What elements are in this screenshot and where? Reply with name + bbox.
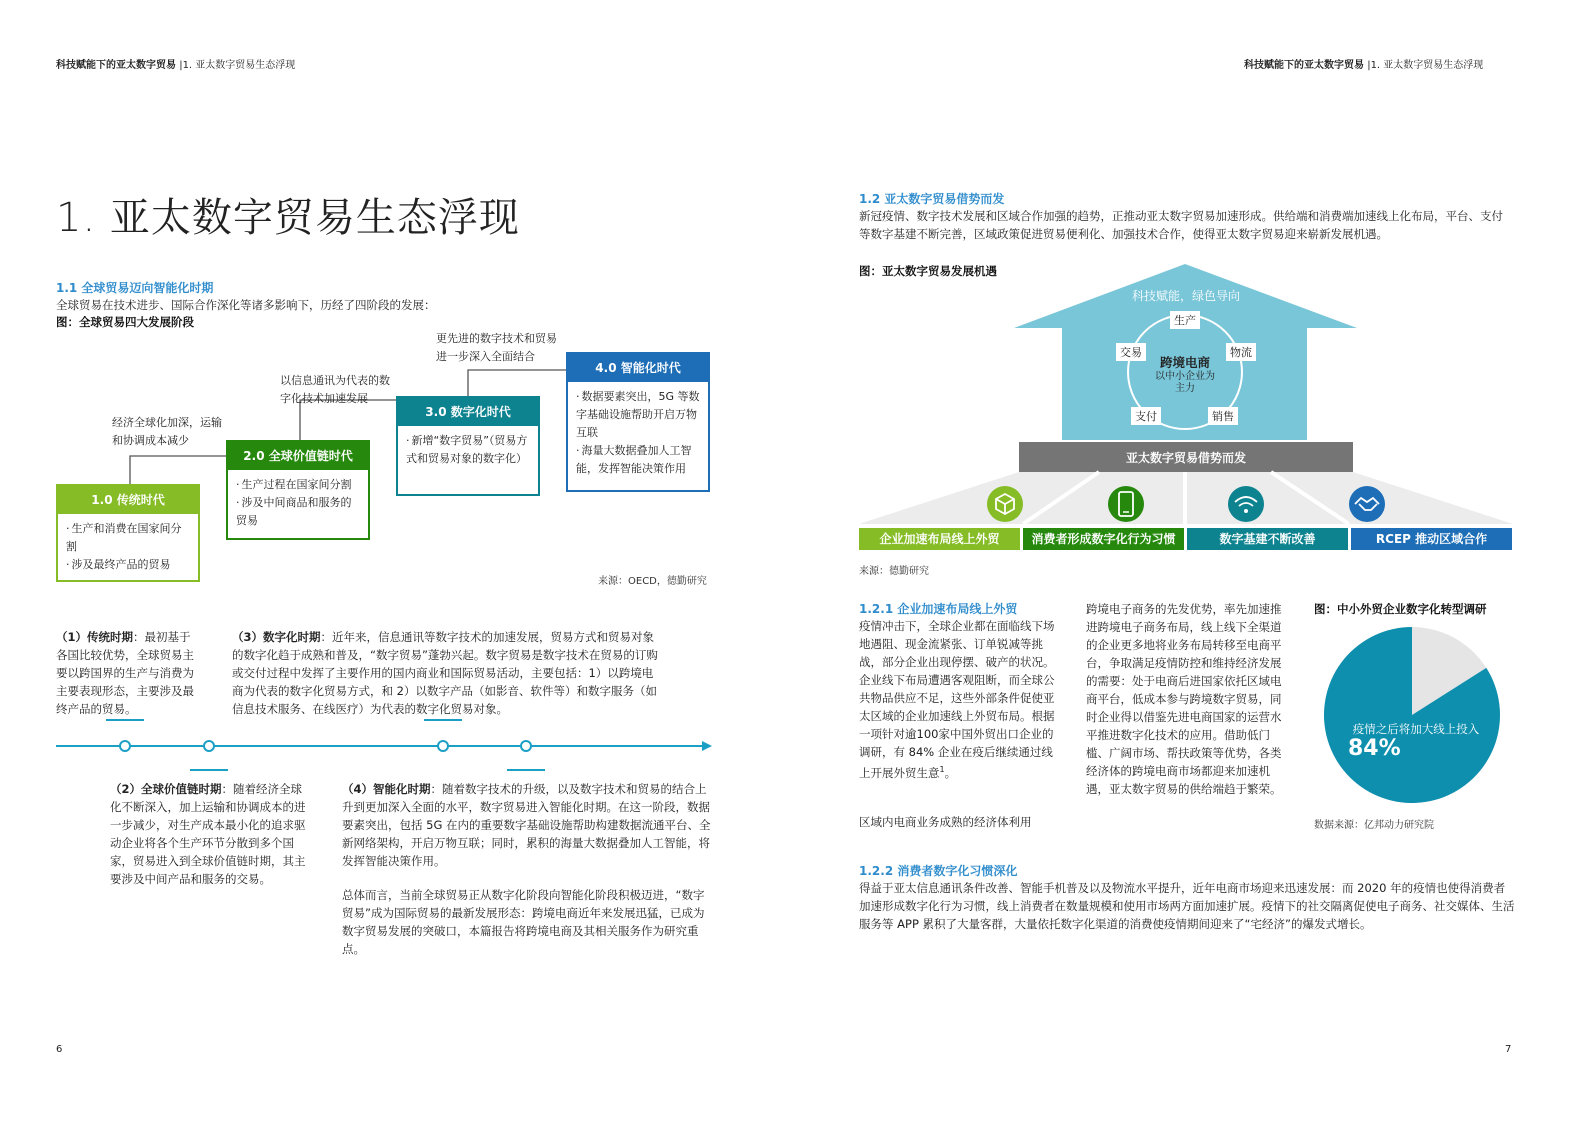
stage-2-title: 2.0 全球价值链时代	[228, 442, 368, 470]
house-node: 物流	[1226, 343, 1256, 361]
figure-2-source: 来源：德勤研究	[859, 566, 929, 577]
period-3-text	[232, 628, 660, 718]
running-header-right	[1244, 56, 1483, 71]
period-4-body: ：随着数字技术的升级，以及数字技术和贸易的结合上升到更加深入全面的水平，数字贸易进入智能化时期。在这一阶段，数据要素突出，包括 5G 在内的重要数字基础设施帮助构建数据流通平台、全新网络架构，开启万物互联；同时，累积的海量大数据叠加人工智能，将发挥智能决策作用。	[342, 782, 711, 868]
section-1-2-1-col1-text: 疫情冲击下，全球企业都在面临线下场地遇阻、现金流紧张、订单锐减等挑战，部分企业出现停摆、破产的状况。企业线下布局遭遇客观阻断，而全球公共物品供应不足，这些外部条件促使亚太区域的企业加速线上外贸布局。根据一项针对逾100家中国外贸出口企业的调研，有 84% 企业在疫后继续通过线上开展外贸生意	[859, 619, 1055, 780]
stage-3-item: · 新增“数字贸易”（贸易方式和贸易对象的数字化）	[406, 432, 530, 468]
pie-label: 疫情之后将加大线上投入	[1352, 722, 1480, 736]
period-3-head: （3）数字化时期	[232, 630, 321, 644]
handshake-icon	[1349, 486, 1385, 522]
house-diagram	[859, 262, 1513, 552]
period-2-head: （2）全球价值链时期	[110, 782, 222, 796]
pillar-label-4: RCEP 推动区域合作	[1351, 528, 1512, 550]
house-center-sub: 以中小企业为主力	[1155, 371, 1215, 394]
summary-text: 总体而言，当前全球贸易正从数字化阶段向智能化阶段积极迈进，“数字贸易”成为国际贸易的最新发展形态：跨境电商近年来发展迅猛，已成为数字贸易发展的突破口，本篇报告将跨境电商及其相关服务作为研究重点。	[342, 888, 705, 956]
period-2-text	[110, 780, 312, 888]
period-3-body: ：近年来，信息通讯等数字技术的加速发展，贸易方式和贸易对象的数字化趋于成熟和普及，“数字贸易”蓬勃兴起。数字贸易是数字技术在贸易的订购或交付过程中发挥了主要作用的国内商业和国际贸易活动，主要包括：1）以跨境电商为代表的数字化贸易方式，和 2）以数字产品（如影音、软件等）和数字服务（如信息技术服务、在线医疗）为代表的数字化贸易对象。	[232, 630, 658, 716]
stage-1-item: · 涉及最终产品的贸易	[66, 556, 190, 574]
stage-2-box	[226, 440, 370, 540]
house-center-title: 跨境电商	[1159, 355, 1210, 370]
period-1-head: （1）传统时期	[56, 630, 134, 644]
house-node: 支付	[1131, 407, 1161, 425]
transition-label-3: 更先进的数字技术和贸易进一步深入全面结合	[436, 332, 557, 363]
period-4-text	[342, 780, 712, 870]
pie-source: 数据来源：亿邦动力研究院	[1314, 820, 1434, 831]
stage-2-item: · 生产过程在国家间分割	[236, 476, 360, 494]
timeline-arrow	[702, 741, 712, 751]
section-1-2-2-text: 得益于亚太信息通讯条件改善、智能手机普及以及物流水平提升，近年电商市场迎来迅速发展：而 2020 年的疫情也使得消费者加速形成数字化行为习惯，线上消费者在数量规模和使用市场两方面加速扩展。疫情下的社交隔离促使电子商务、社交媒体、生活服务等 APP 累积了大量客群，大量依托数字化渠道的消费使疫情期间迎来了“宅经济”的爆发式增长。	[859, 881, 1515, 931]
period-2-body: ：随着经济全球化不断深入，加上运输和协调成本的进一步减少，对生产成本最小化的追求驱动企业将各个生产环节分散到多个国家，贸易进入到全球价值链时期，其主要涉及中间产品和服务的交易。	[110, 782, 306, 886]
header-sep: |	[1367, 60, 1371, 71]
stage-1-box	[56, 484, 200, 582]
house-node: 销售	[1208, 407, 1238, 425]
page-number-left: 6	[56, 1044, 63, 1055]
stage-1-item: · 生产和消费在国家间分割	[66, 520, 190, 556]
house-bar-label: 亚太数字贸易借势而发	[1125, 451, 1246, 465]
period-1-body: ：最初基于各国比较优势，全球贸易主要以跨国界的生产与消费为主要表现形态，主要涉及最终产品的贸易。	[56, 630, 194, 716]
section-1-2-1-col1-end: 。	[944, 765, 957, 780]
stage-4-title: 4.0 智能化时代	[568, 354, 708, 382]
figure-1-source: 来源：OECD，德勤研究	[598, 576, 707, 587]
period-1-text	[56, 628, 196, 718]
house-center	[1155, 353, 1215, 395]
pillar-label-1: 企业加速布局线上外贸	[859, 528, 1020, 550]
section-1-1-title: 1.1 全球贸易迈向智能化时期	[56, 281, 214, 295]
footnote-ref: 1	[939, 765, 945, 774]
transition-label-2: 以信息通讯为代表的数字化技术加速发展	[280, 374, 390, 405]
stage-1-title: 1.0 传统时代	[58, 486, 198, 514]
page-title: 1. 亚太数字贸易生态浮现	[56, 195, 520, 241]
house-node: 生产	[1170, 311, 1200, 329]
section-1-2-text: 新冠疫情、数字技术发展和区域合作加强的趋势，正推动亚太数字贸易加速形成。供给端和消费端加速线上化布局，平台、支付等数字基建不断完善，区域政策促进贸易便利化、加强技术合作，使得亚太数字贸易迎来崭新发展机遇。	[859, 209, 1503, 241]
timeline-node-2	[204, 741, 214, 751]
pie-value: 84%	[1348, 736, 1401, 761]
figure-2-caption: 图：亚太数字贸易发展机遇	[859, 264, 997, 278]
stage-3-title: 3.0 数字化时代	[398, 398, 538, 426]
section-1-2-1-title: 1.2.1 企业加速布局线上外贸	[859, 602, 1018, 616]
header-sep: |	[179, 60, 183, 71]
header-rest: 1. 亚太数字贸易生态浮现	[1370, 60, 1484, 71]
stage-4-item: · 数据要素突出，5G 等数字基础设施帮助开启万物互联	[576, 388, 700, 442]
header-bold: 科技赋能下的亚太数字贸易	[1244, 60, 1364, 71]
stage-3-box	[396, 396, 540, 496]
pie-chart	[1322, 625, 1502, 805]
section-1-2-1-col2: 跨境电子商务的先发优势，率先加速推进跨境电子商务布局，线上线下全渠道的企业更多地将业务布局转移至电商平台，争取满足疫情防控和维持经济发展的需要：处于电商后进国家依托区域电商平台，低成本参与跨境数字贸易，同时企业得以借鉴先进电商国家的运营水平推进数字化技术的应用。借助低门槛、广阔市场、帮扶政策等优势，各类经济体的跨境电商市场都迎来加速机遇，亚太数字贸易的供给端趋于繁荣。	[1086, 602, 1282, 796]
section-1-2-title: 1.2 亚太数字贸易借势而发	[859, 192, 1005, 206]
section-1-2-1-col1	[859, 617, 1059, 782]
timeline-node-3	[438, 741, 448, 751]
stage-4-box	[566, 352, 710, 492]
pie-caption: 图：中小外贸企业数字化转型调研	[1314, 602, 1487, 616]
timeline-node-1	[120, 741, 130, 751]
pillar-label-3: 数字基建不断改善	[1187, 528, 1348, 550]
section-1-2-2-title: 1.2.2 消费者数字化习惯深化	[859, 864, 1018, 878]
header-rest: 1. 亚太数字贸易生态浮现	[182, 60, 296, 71]
wifi-icon	[1228, 486, 1264, 522]
page-number-right: 7	[1505, 1044, 1512, 1055]
header-bold: 科技赋能下的亚太数字贸易	[56, 60, 176, 71]
house-roof-text: 科技赋能，绿色导向	[1131, 289, 1240, 303]
stage-4-item: · 海量大数据叠加人工智能，发挥智能决策作用	[576, 442, 700, 478]
transition-label-1: 经济全球化加深，运输和协调成本减少	[112, 416, 222, 447]
figure-1-caption: 图：全球贸易四大发展阶段	[56, 315, 194, 329]
stage-2-item: · 涉及中间商品和服务的贸易	[236, 494, 360, 530]
period-4-head: （4）智能化时期	[342, 782, 431, 796]
section-1-2-1-col1-tail: 区域内电商业务成熟的经济体利用	[859, 815, 1032, 829]
timeline-node-4	[521, 741, 531, 751]
section-1-1-intro: 全球贸易在技术进步、国际合作深化等诸多影响下，历经了四阶段的发展：	[56, 298, 436, 312]
pillar-label-2: 消费者形成数字化行为习惯	[1023, 528, 1184, 550]
house-node: 交易	[1116, 343, 1146, 361]
